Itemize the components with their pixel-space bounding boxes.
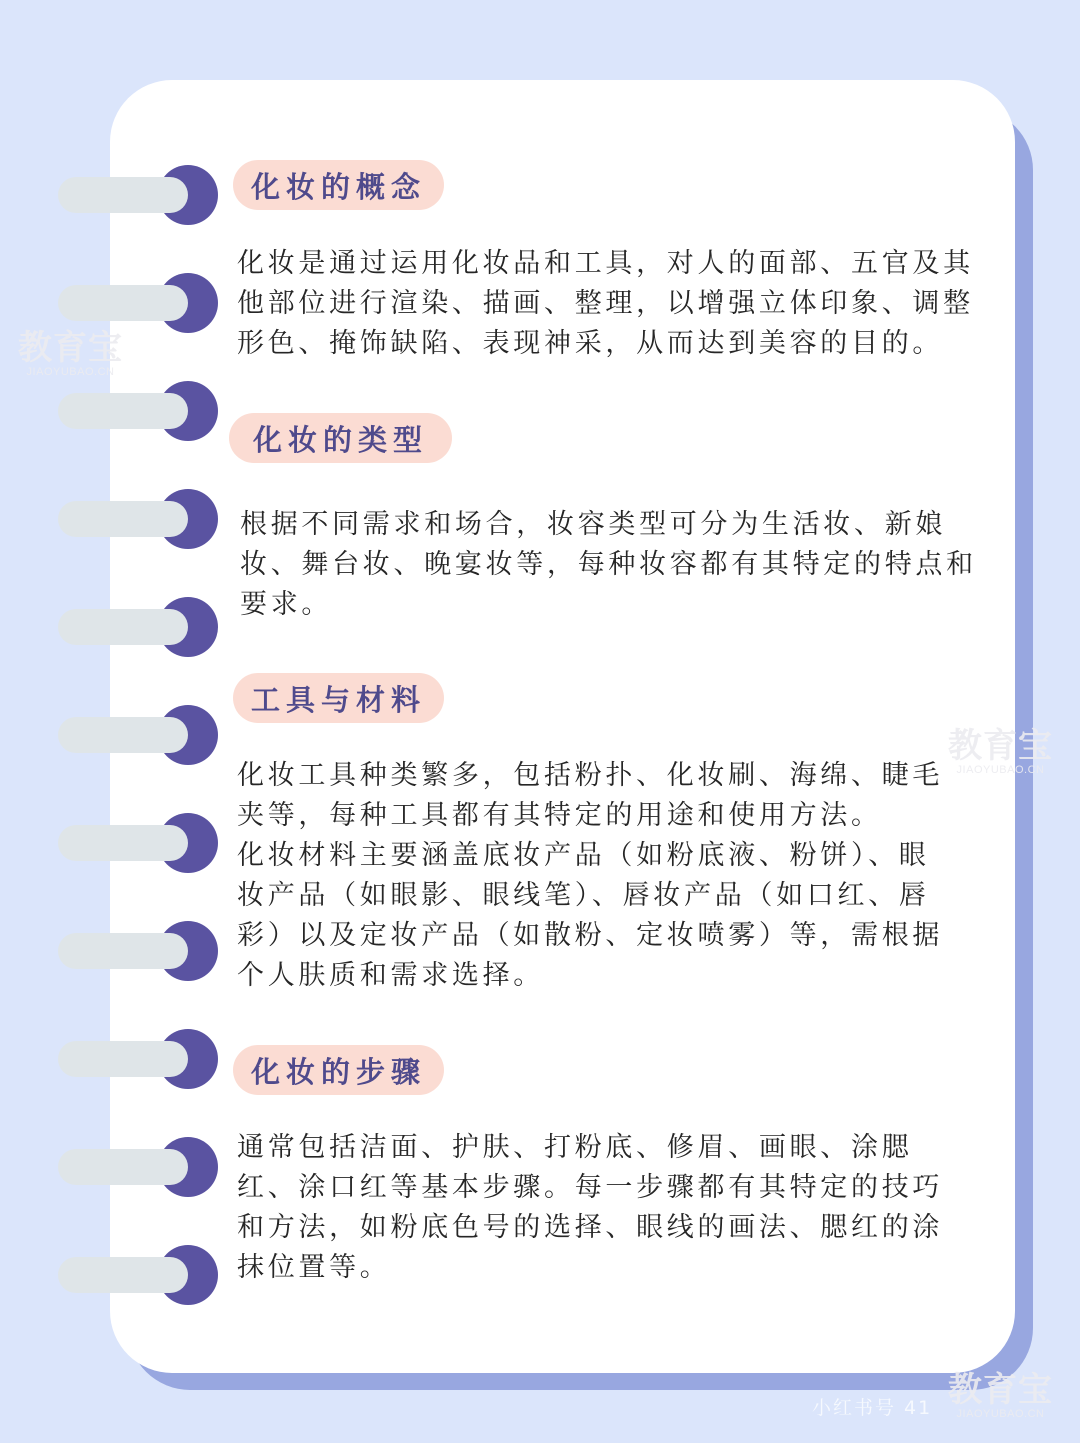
- text-line: 妆、舞台妆、晚宴妆等，每种妆容都有其特定的特点和: [240, 549, 977, 580]
- text-line: 化妆材料主要涵盖底妆产品（如粉底液、粉饼）、眼: [237, 840, 930, 871]
- section-heading-concept: [233, 160, 444, 210]
- text-line: 他部位进行渲染、描画、整理，以增强立体印象、调整: [237, 288, 974, 319]
- watermark-name: 教育宝: [18, 328, 123, 368]
- watermark: [18, 330, 123, 378]
- binding-ring: [58, 1024, 198, 1094]
- source-label: 小红书号 41: [812, 1397, 933, 1419]
- section-body-types: [240, 505, 977, 625]
- binding-ring: [58, 592, 198, 662]
- section-title: 化妆的步骤: [251, 1054, 427, 1089]
- text-line: 彩）以及定妆产品（如散粉、定妆喷雾）等，需根据: [237, 920, 944, 951]
- text-line: 化妆是通过运用化妆品和工具，对人的面部、五官及其: [237, 248, 974, 279]
- text-line: 形色、掩饰缺陷、表现神采，从而达到美容的目的。: [237, 328, 944, 359]
- text-line: 抹位置等。: [237, 1252, 391, 1283]
- text-line: 化妆工具种类繁多，包括粉扑、化妆刷、海绵、睫毛: [237, 760, 944, 791]
- binding-ring: [58, 916, 198, 986]
- binding-ring: [58, 160, 198, 230]
- watermark: [948, 1372, 1053, 1420]
- watermark-name: 教育宝: [948, 726, 1053, 766]
- section-title: 化妆的类型: [253, 422, 429, 457]
- watermark: [948, 728, 1053, 776]
- watermark-domain: JIAOYUBAO.CN: [956, 764, 1045, 776]
- section-heading-steps: [233, 1045, 444, 1095]
- binding-ring: [58, 484, 198, 554]
- watermark-domain: JIAOYUBAO.CN: [956, 1408, 1045, 1420]
- text-line: 个人肤质和需求选择。: [237, 960, 544, 991]
- section-title: 化妆的概念: [251, 169, 427, 204]
- binding-ring: [58, 1240, 198, 1310]
- section-body-steps: [237, 1128, 943, 1288]
- text-line: 红、涂口红等基本步骤。每一步骤都有其特定的技巧: [237, 1172, 944, 1203]
- watermark-name: 教育宝: [948, 1370, 1053, 1410]
- text-line: 要求。: [240, 589, 333, 620]
- binding-ring: [58, 808, 198, 878]
- text-line: 妆产品（如眼影、眼线笔）、唇妆产品（如口红、唇: [237, 880, 930, 911]
- section-body-concept: [237, 244, 974, 364]
- watermark-domain: JIAOYUBAO.CN: [26, 366, 115, 378]
- text-line: 和方法，如粉底色号的选择、眼线的画法、腮红的涂: [237, 1212, 944, 1243]
- section-body-tools: [237, 756, 943, 996]
- text-line: 通常包括洁面、护肤、打粉底、修眉、画眼、涂腮: [237, 1132, 913, 1163]
- text-line: 根据不同需求和场合，妆容类型可分为生活妆、新娘: [240, 509, 947, 540]
- binding-ring: [58, 1132, 198, 1202]
- section-heading-tools: [233, 673, 444, 723]
- binding-ring: [58, 700, 198, 770]
- binding-ring: [58, 376, 198, 446]
- section-title: 工具与材料: [251, 682, 427, 717]
- section-heading-types: [229, 413, 452, 463]
- text-line: 夹等，每种工具都有其特定的用途和使用方法。: [237, 800, 882, 831]
